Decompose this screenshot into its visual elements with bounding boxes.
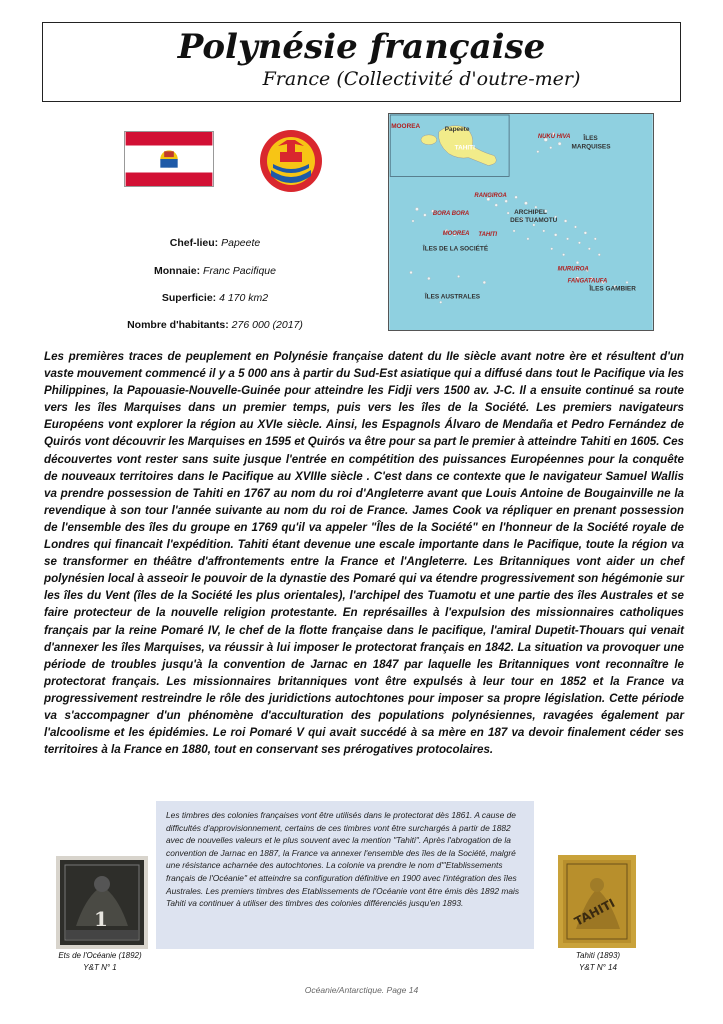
page-title: Polynésie française — [177, 27, 546, 67]
map-label-tahiti: TAHITI — [454, 144, 475, 152]
map-label-marquises: MARQUISES — [571, 143, 611, 151]
map-label-archipel: ARCHIPEL — [514, 209, 547, 217]
capital-value: Papeete — [221, 237, 261, 249]
stamp-right-caption — [538, 950, 658, 974]
map-label-papeete: Papeete — [444, 125, 470, 133]
area-value: 4 170 km2 — [219, 292, 269, 304]
population-value: 276 000 (2017) — [231, 319, 303, 331]
page-subtitle: France (Collectivité d'outre-mer) — [262, 68, 581, 90]
population-label: Nombre d'habitants: — [127, 319, 229, 331]
stamps-info-panel: Les timbres des colonies françaises vont être utilisés dans le protectorat dès 1861. A cause de difficultés d'approvisionnement, certains de ces timbres vont être surchargés à partir de 1882 avec de nouvelles valeurs et le plus souvent avec la mention "Tahiti". Après l'abrogation de la convention de Jarnac en 1887, la France va annexer l'ensemble des îles de la Société, malgré une résistance acharnée des autochtones. La colonie va prendre le nom d'"Etablissements français de l'Océanie" et atteindre sa configuration définitive en 1900 avec l'intégration des îles Australes. Les premiers timbres des Etablissements de l'Océanie vont être émis dès 1892 mais Tahiti va continuer à utiliser des timbres des colonies différenciés jusqu'en 1893. — [156, 801, 534, 949]
map-label-iles-societe: ÎLES DE LA SOCIÉTÉ — [422, 245, 489, 253]
info-capital — [40, 237, 390, 249]
map-label-moorea-small: MOOREA — [442, 230, 470, 237]
area-label: Superficie: — [161, 292, 217, 304]
map-label-mururoa: MURUROA — [557, 266, 589, 273]
stamp-left-ref: Y&T N° 1 — [83, 963, 117, 972]
map-label-fangataufa: FANGATAUFA — [567, 278, 608, 285]
map-label-nuku-hiva: NUKU HIVA — [537, 133, 571, 140]
map-label-iles: ÎLES — [583, 134, 598, 142]
info-currency — [40, 265, 390, 277]
map-label-rangiroa: RANGIROA — [474, 193, 507, 200]
stamp-left-caption — [40, 950, 160, 974]
info-area — [40, 292, 390, 304]
flag-image — [124, 131, 214, 187]
currency-label: Monnaie: — [154, 265, 201, 277]
moorea-island — [421, 135, 437, 145]
capital-label: Chef-lieu: — [169, 237, 219, 249]
stamp-left-value: 1 — [94, 907, 108, 931]
emblem-image — [258, 126, 324, 196]
map-label-moorea: MOOREA — [391, 122, 421, 130]
map-label-iles-gambier: ÎLES GAMBIER — [589, 285, 636, 293]
info-population — [40, 319, 390, 331]
stamp-right-ref: Y&T N° 14 — [579, 963, 617, 972]
stamp-left-image — [56, 856, 148, 949]
history-text: Les premières traces de peuplement en Polynésie française datent du IIe siècle avant notre ère et résultent d'un vaste mouvement commencé il y a 5 000 ans à partir du Sud-Est asiatique qui a diffusé dans tout le Pacifique via les Philippines, la Papouasie-Nouvelle-Guinée pour atteindre les Fidji vers 1500 av. J-C. Il a ensuite continué sa route vers les îles Marquises dans un premier temps, puis vers les îles de la Société. Les premiers navigateurs Européens vont explorer la région au XVIe siècle. Ainsi, les Espagnols Álvaro de Mendaña et Pedro Fernández de Quirós vont découvrir les Marquises en 1595 et Quirós va être pour sa part le premier à atteindre Tahiti en 1605. Ces découvertes vont rester sans suite jusque l'entrée en compétition des puissances Européennes pour la conquête de nouveaux territoires dans le Pacifique au XVIIIe siècle . C'est dans ce contexte que le navigateur Samuel Wallis va prendre possession de Tahiti en 1767 au nom du roi d'Angleterre avant que Louis Antoine de Bougainville ne la revendique à son tour l'année suivante au nom du roi de France. James Cook va répliquer en prenant possession de l'ensemble des îles du groupe en 1769 qu'il va appeler "Îles de la Société" en l'honneur de la Société royale de Londres qui financait l'expédition. Tahiti étant devenue une escale importante dans le Pacifique, toute la région va se transformer en théâtre d'affrontements entre la France et l'Angleterre. Les Britanniques vont aider un chef polynésien local à asseoir le pouvoir de la dynastie des Pomaré qui va étendre progressivement son hégémonie sur les îles du Vent (îles de la Société les plus orientales), l'archipel des Tuamotu et une partie des îles Australes et se faire protecteur de la nouvelle religion protestante. En représailles à l'expulsion des missionnaires catholiques français par la reine Pomaré IV, le chef de la flotte française dans le pacifique, l'amiral Dupetit-Thouars qui venait d'annexer les îles Marquises, va réussir à lui imposer le protectorat français en 1842. La situation va provoquer une période de troubles jusqu'à la convention de Jarnac en 1847 par laquelle les Britanniques vont reconnaître le protectorat français. Les missionnaires britanniques vont être expulsés à leur tour en 1852 et la France va progressivement restreindre le rôle des juridictions autochtones pour imposer sa propre législation. Cette période va s'accompagner d'un phénomène d'acculturation des populations polynésiennes, ravagées également par l'alcoolisme et les épidémies. Le roi Pomaré V qui avait succédé à sa mère en 187 va devoir finalement céder ses territoires à la France en 1880, tout en conservant ses prérogatives protocolaires. — [44, 350, 684, 757]
stamp-right-caption-text: Tahiti (1893) — [575, 951, 621, 960]
stamp-right-image — [558, 855, 636, 948]
map-label-iles-australes: ÎLES AUSTRALES — [424, 293, 481, 301]
page-footer: Océanie/Antarctique. Page 14 — [304, 985, 419, 995]
stamp-left-caption-text: Ets de l'Océanie (1892) — [58, 951, 142, 960]
map-label-tahiti-small: TAHITI — [478, 231, 498, 238]
currency-value: Franc Pacifique — [203, 265, 276, 277]
stamp-right-overprint: TAHITI — [572, 895, 618, 929]
map-image — [388, 113, 654, 331]
title-box — [42, 22, 681, 102]
map-label-tuamotu: DES TUAMOTU — [510, 217, 558, 224]
map-label-bora-bora: BORA BORA — [432, 211, 470, 218]
